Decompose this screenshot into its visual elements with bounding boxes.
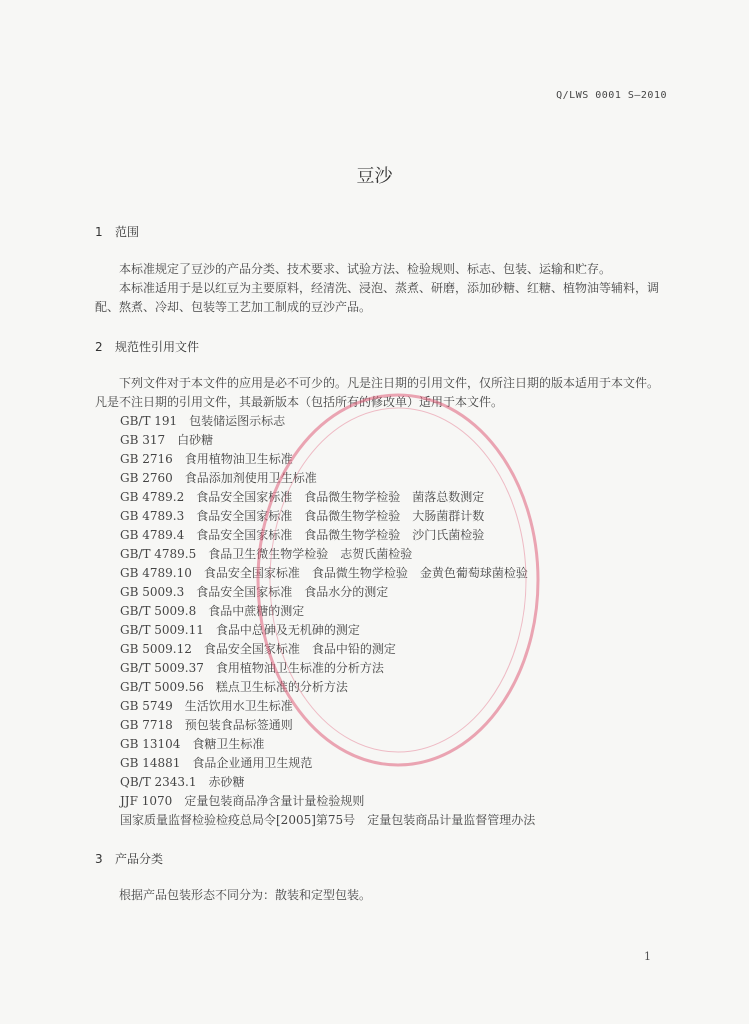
reference-item (120, 659, 535, 678)
reference-title: 食糖卫生标准 (192, 737, 265, 751)
section-heading-scope (95, 223, 139, 240)
classification-paragraph: 根据产品包装形态不同分为：散装和定型包装。 (119, 888, 372, 902)
reference-code: GB 4789.3 (120, 509, 185, 523)
reference-code: GB 14881 (120, 756, 181, 770)
section-number: 2 (95, 340, 103, 354)
reference-item (120, 469, 535, 488)
reference-title: 生活饮用水卫生标准 (184, 699, 293, 713)
reference-title: 定量包装商品计量监督管理办法 (367, 813, 536, 827)
reference-title: 食品安全国家标准 食品中铅的测定 (203, 642, 396, 656)
reference-item (120, 697, 535, 716)
reference-title: 食品安全国家标准 食品微生物学检验 菌落总数测定 (196, 490, 485, 504)
page-number: 1 (644, 950, 651, 963)
section-number: 3 (95, 852, 103, 866)
reference-item (120, 773, 535, 792)
reference-title: 预包装食品标签通则 (184, 718, 293, 732)
section-heading-classification (95, 850, 163, 867)
reference-item (120, 735, 535, 754)
reference-title: 食品添加剂使用卫生标准 (184, 471, 317, 485)
reference-item (120, 811, 535, 830)
reference-code: JJF 1070 (120, 794, 173, 808)
reference-code: QB/T 2343.1 (120, 775, 197, 789)
scope-paragraph-1: 本标准规定了豆沙的产品分类、技术要求、试验方法、检验规则、标志、包装、运输和贮存。 (119, 262, 612, 276)
reference-code: GB/T 5009.56 (120, 680, 204, 694)
reference-code: GB/T 5009.37 (120, 661, 204, 675)
reference-item (120, 678, 535, 697)
reference-code: GB/T 5009.11 (120, 623, 204, 637)
reference-item (120, 488, 535, 507)
reference-code: 国家质量监督检验检疫总局令[2005]第75号 (120, 813, 356, 827)
reference-item (120, 621, 535, 640)
reference-code: GB 5009.12 (120, 642, 192, 656)
references-intro: 下列文件对于本文件的应用是必不可少的。凡是注日期的引用文件，仅所注日期的版本适用于本文件。凡是不注日期的引用文件，其最新版本（包括所有的修改单）适用于本文件。 (95, 376, 660, 409)
reference-code: GB 5749 (120, 699, 173, 713)
reference-title: 食用植物油卫生标准的分析方法 (215, 661, 384, 675)
reference-item (120, 754, 535, 773)
reference-title: 食品中蔗糖的测定 (208, 604, 305, 618)
reference-list (120, 412, 535, 830)
standard-code: Q/LWS 0001 S—2010 (556, 90, 667, 101)
reference-item (120, 583, 535, 602)
document-title: 豆沙 (356, 166, 393, 187)
reference-item (120, 564, 535, 583)
scope-paragraph-2: 本标准适用于是以红豆为主要原料，经清洗、浸泡、蒸煮、研磨，添加砂糖、红糖、植物油等辅料，调配、熬煮、冷却、包装等工艺加工制成的豆沙产品。 (95, 281, 660, 314)
reference-item (120, 716, 535, 735)
reference-code: GB 7718 (120, 718, 173, 732)
reference-title: 包装储运图示标志 (189, 414, 286, 428)
reference-title: 赤砂糖 (208, 775, 245, 789)
reference-title: 食品卫生微生物学检验 志贺氏菌检验 (208, 547, 413, 561)
reference-item (120, 450, 535, 469)
reference-title: 定量包装商品净含量计量检验规则 (184, 794, 365, 808)
section-title: 规范性引用文件 (115, 340, 200, 354)
reference-title: 食品安全国家标准 食品微生物学检验 金黄色葡萄球菌检验 (203, 566, 528, 580)
section-title: 范围 (115, 225, 140, 239)
reference-code: GB 2716 (120, 452, 173, 466)
reference-title: 食品安全国家标准 食品微生物学检验 沙门氏菌检验 (196, 528, 485, 542)
section-heading-references (95, 338, 199, 355)
reference-item (120, 507, 535, 526)
section-title: 产品分类 (115, 852, 164, 866)
reference-code: GB 5009.3 (120, 585, 185, 599)
reference-code: GB 317 (120, 433, 166, 447)
reference-title: 糕点卫生标准的分析方法 (215, 680, 348, 694)
reference-code: GB 2760 (120, 471, 173, 485)
reference-code: GB/T 4789.5 (120, 547, 197, 561)
reference-code: GB/T 5009.8 (120, 604, 197, 618)
section-number: 1 (95, 225, 103, 239)
reference-item (120, 431, 535, 450)
reference-item (120, 792, 535, 811)
reference-title: 食用植物油卫生标准 (184, 452, 293, 466)
reference-item (120, 526, 535, 545)
reference-title: 食品中总砷及无机砷的测定 (215, 623, 360, 637)
reference-item (120, 545, 535, 564)
reference-title: 食品安全国家标准 食品水分的测定 (196, 585, 389, 599)
reference-code: GB/T 191 (120, 414, 178, 428)
reference-code: GB 4789.4 (120, 528, 185, 542)
reference-item (120, 602, 535, 621)
reference-title: 食品企业通用卫生规范 (192, 756, 313, 770)
reference-title: 食品安全国家标准 食品微生物学检验 大肠菌群计数 (196, 509, 485, 523)
reference-code: GB 4789.2 (120, 490, 185, 504)
reference-item (120, 640, 535, 659)
reference-code: GB 13104 (120, 737, 181, 751)
reference-title: 白砂糖 (177, 433, 214, 447)
reference-code: GB 4789.10 (120, 566, 192, 580)
reference-item (120, 412, 535, 431)
